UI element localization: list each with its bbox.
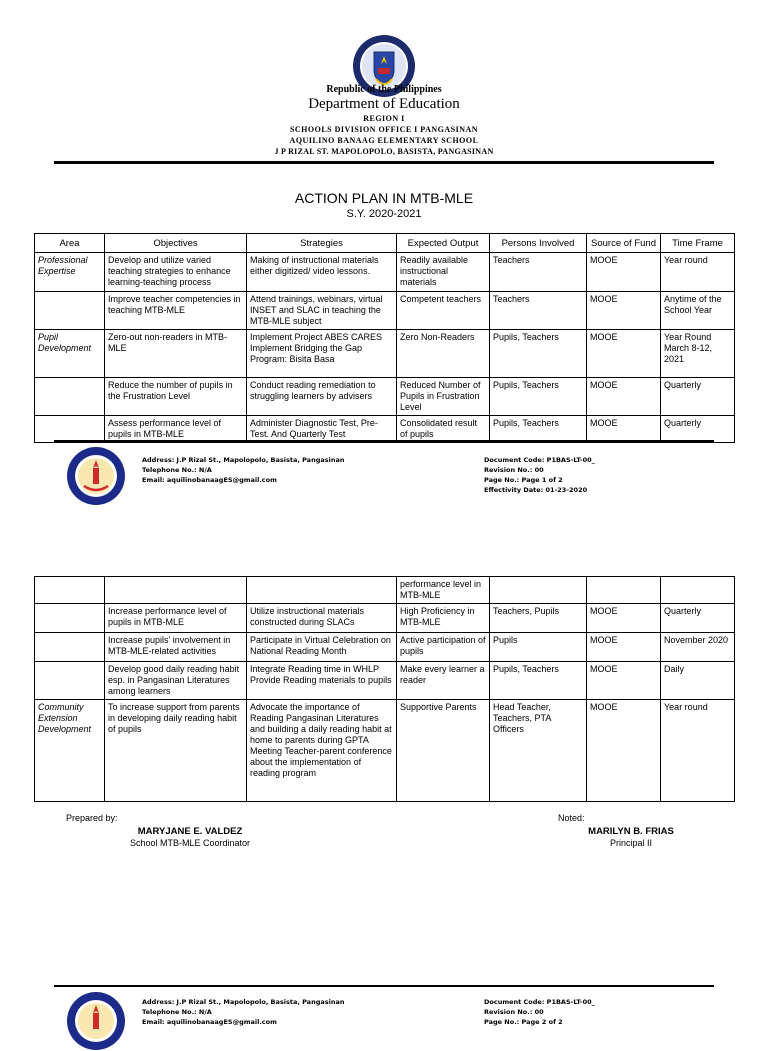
cell-persons: Head Teacher, Teachers, PTA Officers	[490, 700, 587, 802]
cell-persons: Pupils, Teachers	[490, 330, 587, 378]
cell-output: Zero Non-Readers	[397, 330, 490, 378]
table-header-row	[35, 234, 735, 253]
header-time-frame: Time Frame	[661, 234, 735, 253]
cell-fund: MOOE	[587, 330, 661, 378]
footer-divider-page-2	[54, 985, 714, 987]
header-expected-output: Expected Output	[397, 234, 490, 253]
cell-output: Competent teachers	[397, 292, 490, 330]
cell-time: Daily	[661, 662, 735, 700]
prepared-by-title: School MTB-MLE Coordinator	[129, 838, 251, 848]
cell-area	[35, 292, 105, 330]
noted-by-name: MARILYN B. FRIAS	[588, 826, 674, 837]
cell-objectives: To increase support from parents in developing daily reading habit of pupils	[105, 700, 247, 802]
cell-output: Active participation of pupils	[397, 633, 490, 662]
cell-strategies: Administer Diagnostic Test, Pre-Test. And Quarterly Test	[247, 416, 397, 443]
header-area: Area	[35, 234, 105, 253]
footer-address: Address: J.P Rizal St., Mapolopolo, Basista, Pangasinan	[142, 998, 345, 1006]
cell-area	[35, 633, 105, 662]
school-address-heading: J P RIZAL ST. MAPOLOPOLO, BASISTA, PANGASINAN	[274, 147, 494, 156]
cell-objectives: Zero-out non-readers in MTB-MLE	[105, 330, 247, 378]
cell-area	[35, 662, 105, 700]
footer-divider	[54, 440, 714, 442]
cell-fund: MOOE	[587, 378, 661, 416]
cell-area	[35, 416, 105, 443]
cell-fund: MOOE	[587, 700, 661, 802]
footer-address: Address: J.P Rizal St., Mapolopolo, Basista, Pangasinan	[142, 456, 345, 464]
header-objectives: Objectives	[105, 234, 247, 253]
cell-time: Year round	[661, 253, 735, 292]
cell-area	[35, 604, 105, 633]
footer-contact	[142, 455, 344, 485]
footer-page: Page No.: Page 2 of 2	[484, 1018, 563, 1026]
cell-persons	[490, 577, 587, 604]
cell-fund: MOOE	[587, 604, 661, 633]
table-row	[35, 633, 735, 662]
cell-persons: Pupils, Teachers	[490, 378, 587, 416]
cell-persons: Teachers	[490, 292, 587, 330]
cell-persons: Pupils, Teachers	[490, 662, 587, 700]
table-row	[35, 378, 735, 416]
table-row	[35, 604, 735, 633]
cell-persons: Pupils, Teachers	[490, 416, 587, 443]
cell-fund: MOOE	[587, 662, 661, 700]
republic-heading: Republic of the Philippines	[326, 84, 442, 95]
division-heading: SCHOOLS DIVISION OFFICE I PANGASINAN	[289, 125, 479, 134]
table-row	[35, 662, 735, 700]
cell-time: Quarterly	[661, 416, 735, 443]
cell-objectives: Reduce the number of pupils in the Frustration Level	[105, 378, 247, 416]
cell-objectives: Increase pupils' involvement in MTB-MLE-related activities	[105, 633, 247, 662]
cell-output: Make every learner a reader	[397, 662, 490, 700]
school-logo-icon	[66, 991, 126, 1051]
cell-time: November 2020	[661, 633, 735, 662]
noted-label: Noted:	[558, 813, 585, 823]
cell-strategies: Advocate the importance of Reading Pangasinan Literatures and building a daily reading habit at home to parents during GPTA Meeting Teacher-parent conference about the implementation of reading program	[247, 700, 397, 802]
cell-strategies	[247, 577, 397, 604]
footer-document-info-page-2	[484, 997, 595, 1027]
table-row	[35, 416, 735, 443]
cell-strategies: Conduct reading remediation to struggling learners by advisers	[247, 378, 397, 416]
cell-time: Anytime of the School Year	[661, 292, 735, 330]
cell-time: Quarterly	[661, 378, 735, 416]
noted-by-title: Principal II	[609, 838, 653, 848]
cell-area: Professional Expertise	[35, 253, 105, 292]
footer-doc-code: Document Code: P1BAS-LT-00_	[484, 998, 595, 1006]
cell-fund: MOOE	[587, 416, 661, 443]
cell-persons: Teachers, Pupils	[490, 604, 587, 633]
prepared-by-label: Prepared by:	[66, 813, 118, 823]
action-plan-table-page-2	[34, 576, 735, 802]
cell-strategies: Utilize instructional materials constructed during SLACs	[247, 604, 397, 633]
school-logo-icon	[66, 446, 126, 506]
cell-output: Consolidated result of pupils	[397, 416, 490, 443]
cell-persons: Pupils	[490, 633, 587, 662]
cell-fund	[587, 577, 661, 604]
footer-revision: Revision No.: 00	[484, 466, 544, 474]
footer-email: Email: aquilinobanaagES@gmail.com	[142, 476, 277, 484]
header-persons-involved: Persons Involved	[490, 234, 587, 253]
footer-revision: Revision No.: 00	[484, 1008, 544, 1016]
cell-area	[35, 577, 105, 604]
cell-time: Quarterly	[661, 604, 735, 633]
table-row	[35, 330, 735, 378]
cell-objectives: Develop and utilize varied teaching strategies to enhance learning-teaching process	[105, 253, 247, 292]
cell-output: performance level in MTB-MLE	[397, 577, 490, 604]
table-row	[35, 253, 735, 292]
footer-telephone: Telephone No.: N/A	[142, 1008, 212, 1016]
footer-telephone: Telephone No.: N/A	[142, 466, 212, 474]
cell-time	[661, 577, 735, 604]
header-strategies: Strategies	[247, 234, 397, 253]
footer-document-info	[484, 455, 595, 495]
table-row	[35, 700, 735, 802]
header-source-of-fund: Source of Fund	[587, 234, 661, 253]
cell-objectives: Develop good daily reading habit esp. in Pangasinan Literatures among learners	[105, 662, 247, 700]
cell-time: Year Round March 8-12, 2021	[661, 330, 735, 378]
action-plan-table-page-1	[34, 233, 735, 443]
cell-output: Supportive Parents	[397, 700, 490, 802]
cell-fund: MOOE	[587, 292, 661, 330]
cell-strategies: Attend trainings, webinars, virtual INSET and SLAC in teaching the MTB-MLE subject	[247, 292, 397, 330]
footer-page: Page No.: Page 1 of 2	[484, 476, 563, 484]
cell-output: Readily available instructional materials	[397, 253, 490, 292]
cell-objectives: Assess performance level of pupils in MTB-MLE	[105, 416, 247, 443]
region-heading: REGION I	[363, 114, 405, 123]
prepared-by-name: MARYJANE E. VALDEZ	[137, 826, 243, 837]
cell-fund: MOOE	[587, 633, 661, 662]
cell-strategies: Making of instructional materials either digitized/ video lessons.	[247, 253, 397, 292]
cell-persons: Teachers	[490, 253, 587, 292]
cell-area: Community Extension Development	[35, 700, 105, 802]
cell-area: Pupil Development	[35, 330, 105, 378]
cell-objectives: Improve teacher competencies in teaching MTB-MLE	[105, 292, 247, 330]
header-divider	[54, 161, 714, 164]
school-year: S.Y. 2020-2021	[346, 208, 422, 220]
department-heading: Department of Education	[308, 96, 460, 112]
cell-area	[35, 378, 105, 416]
cell-strategies: Participate in Virtual Celebration on National Reading Month	[247, 633, 397, 662]
cell-objectives	[105, 577, 247, 604]
cell-output: High Proficiency in MTB-MLE	[397, 604, 490, 633]
footer-email: Email: aquilinobanaagES@gmail.com	[142, 1018, 277, 1026]
cell-objectives: Increase performance level of pupils in MTB-MLE	[105, 604, 247, 633]
footer-contact-page-2	[142, 997, 344, 1027]
table-row	[35, 292, 735, 330]
cell-time: Year round	[661, 700, 735, 802]
cell-output: Reduced Number of Pupils in Frustration Level	[397, 378, 490, 416]
document-title: ACTION PLAN IN MTB-MLE	[294, 190, 474, 206]
table-row	[35, 577, 735, 604]
cell-fund: MOOE	[587, 253, 661, 292]
cell-strategies: Implement Project ABES CARES Implement Bridging the Gap Program: Bisita Basa	[247, 330, 397, 378]
footer-doc-code: Document Code: P1BAS-LT-00_	[484, 456, 595, 464]
cell-strategies: Integrate Reading time in WHLP Provide Reading materials to pupils	[247, 662, 397, 700]
school-heading: AQUILINO BANAAG ELEMENTARY SCHOOL	[289, 136, 479, 145]
footer-effectivity: Effectivity Date: 01-23-2020	[484, 486, 588, 494]
